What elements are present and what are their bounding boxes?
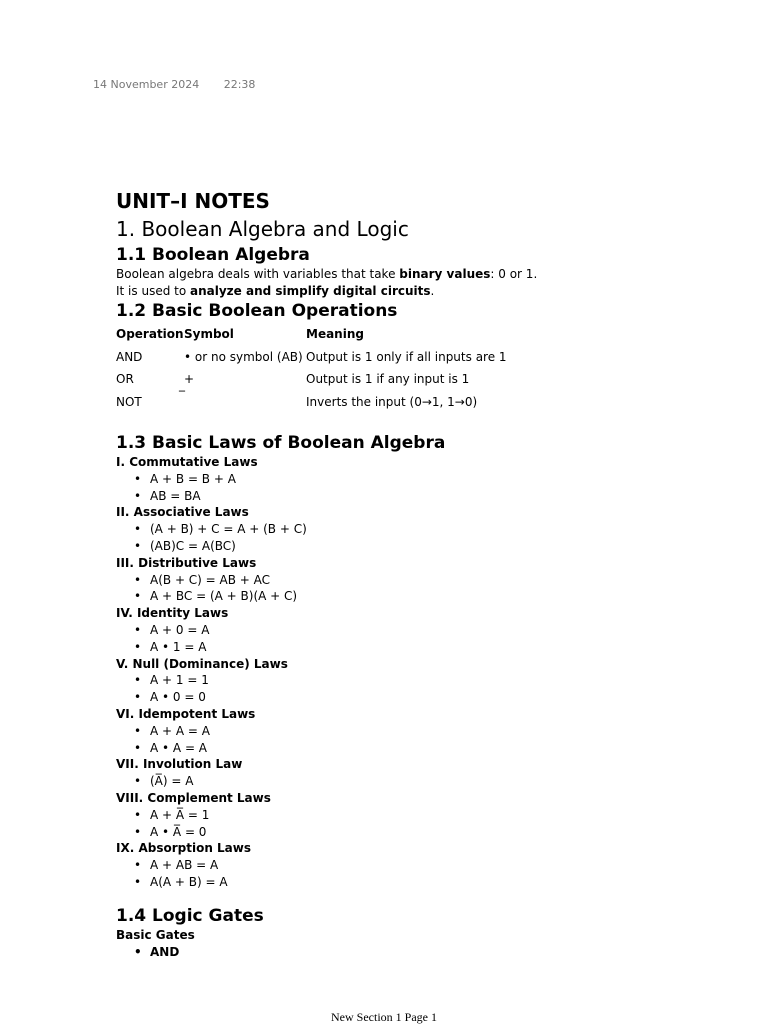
list-item: [116, 773, 736, 790]
table-cell-symbol: ‾: [179, 388, 185, 403]
list-item: [116, 874, 736, 891]
list-item: [116, 857, 736, 874]
table-header-cell: Meaning: [306, 327, 364, 341]
table-header-cell: Symbol: [184, 327, 234, 341]
law-heading: II. Associative Laws: [116, 505, 249, 520]
gates-list: [116, 944, 736, 961]
law-items: [116, 723, 736, 757]
table-cell-operation: NOT: [116, 394, 142, 409]
law-text: A + AB = A: [150, 858, 219, 873]
laws-list: [116, 454, 736, 891]
basic-gates-heading: Basic Gates: [116, 927, 195, 942]
law-text: (A + B) + C = A + (B + C): [150, 522, 307, 537]
bullet-icon: •: [134, 589, 142, 604]
bullet-icon: •: [134, 690, 142, 705]
law-heading: VI. Idempotent Laws: [116, 706, 256, 721]
list-item: [116, 944, 736, 961]
law-heading: III. Distributive Laws: [116, 555, 257, 570]
bullet-icon: •: [134, 471, 142, 486]
bullet-icon: •: [134, 944, 142, 959]
law-items: [116, 857, 736, 891]
law-text: A • A = A: [150, 740, 208, 755]
law-text: A + B = B + A: [150, 471, 236, 486]
subsection-title-laws: 1.3 Basic Laws of Boolean Algebra: [116, 433, 446, 453]
bullet-icon: •: [134, 639, 142, 654]
table-header-row: [116, 327, 566, 350]
section-title: 1. Boolean Algebra and Logic: [116, 217, 409, 241]
bullet-icon: •: [134, 740, 142, 755]
page-footer: New Section 1 Page 1: [331, 1010, 437, 1024]
list-item: [116, 572, 736, 589]
list-item: [116, 740, 736, 757]
law-text: (A̅) = A: [150, 774, 194, 789]
bullet-icon: •: [134, 858, 142, 873]
list-item: [116, 521, 736, 538]
law-items: [116, 572, 736, 606]
list-item: [116, 639, 736, 656]
table-cell-meaning: Output is 1 only if all inputs are 1: [306, 349, 507, 364]
page-timestamp: [93, 78, 255, 91]
law-heading: VIII. Complement Laws: [116, 790, 271, 805]
bullet-icon: •: [134, 774, 142, 789]
law-text: A + A = A: [150, 723, 210, 738]
table-row: [116, 395, 566, 418]
list-item: [116, 471, 736, 488]
list-item: [116, 824, 736, 841]
operations-table: [116, 327, 566, 417]
bullet-icon: •: [134, 807, 142, 822]
bullet-icon: •: [134, 538, 142, 553]
table-cell-meaning: Output is 1 if any input is 1: [306, 372, 470, 386]
table-row: [116, 350, 566, 373]
list-item: [116, 807, 736, 824]
page-time: 22:38: [223, 78, 256, 91]
table-cell-symbol: +: [184, 372, 195, 386]
law-items: [116, 773, 736, 790]
table-cell-symbol: • or no symbol (AB): [184, 349, 303, 364]
page-date: 14 November 2024: [93, 78, 200, 91]
list-item: [116, 488, 736, 505]
law-text: A + 0 = A: [150, 622, 210, 637]
law-text: A + 1 = 1: [150, 673, 209, 688]
note-content[interactable]: [116, 188, 736, 960]
subsection-title-logic-gates: 1.4 Logic Gates: [116, 905, 264, 926]
law-heading: VII. Involution Law: [116, 757, 243, 772]
table-cell-operation: AND: [116, 349, 143, 364]
list-item: [116, 672, 736, 689]
law-text: (AB)C = A(BC): [150, 538, 236, 553]
table-cell-meaning: Inverts the input (0→1, 1→0): [306, 394, 478, 409]
law-text: A • 0 = 0: [150, 690, 206, 705]
bullet-icon: •: [134, 824, 142, 839]
bullet-icon: •: [134, 874, 142, 889]
subsection-title-boolean-algebra: 1.1 Boolean Algebra: [116, 245, 310, 265]
list-item: [116, 723, 736, 740]
bullet-icon: •: [134, 488, 142, 503]
law-text: A + BC = (A + B)(A + C): [150, 589, 298, 604]
law-heading: I. Commutative Laws: [116, 455, 258, 469]
table-cell-operation: OR: [116, 372, 134, 386]
bullet-icon: •: [134, 572, 142, 587]
list-item: [116, 538, 736, 555]
bullet-icon: •: [134, 622, 142, 637]
law-items: [116, 672, 736, 706]
law-items: [116, 471, 736, 505]
law-heading: IV. Identity Laws: [116, 606, 229, 621]
bullet-icon: •: [134, 723, 142, 738]
boolean-algebra-line-2: It is used to analyze and simplify digital circuits.: [116, 284, 435, 298]
subsection-title-basic-operations: 1.2 Basic Boolean Operations: [116, 301, 398, 321]
list-item: [116, 588, 736, 605]
list-item: [116, 689, 736, 706]
law-text: A + A̅ = 1: [150, 807, 210, 822]
law-heading: V. Null (Dominance) Laws: [116, 656, 288, 671]
law-text: A(B + C) = AB + AC: [150, 572, 271, 587]
law-text: AB = BA: [150, 488, 201, 503]
gate-name: AND: [150, 944, 180, 959]
list-item: [116, 622, 736, 639]
law-text: A • A̅ = 0: [150, 824, 207, 839]
law-text: A(A + B) = A: [150, 874, 228, 889]
unit-title: UNIT–I NOTES: [116, 189, 270, 213]
bullet-icon: •: [134, 522, 142, 537]
law-heading: IX. Absorption Laws: [116, 841, 252, 856]
law-items: [116, 807, 736, 841]
table-header-cell: Operation: [116, 327, 184, 341]
law-items: [116, 521, 736, 555]
law-items: [116, 622, 736, 656]
boolean-algebra-line-1: Boolean algebra deals with variables that take binary values: 0 or 1.: [116, 267, 538, 281]
law-text: A • 1 = A: [150, 639, 207, 654]
bullet-icon: •: [134, 673, 142, 688]
